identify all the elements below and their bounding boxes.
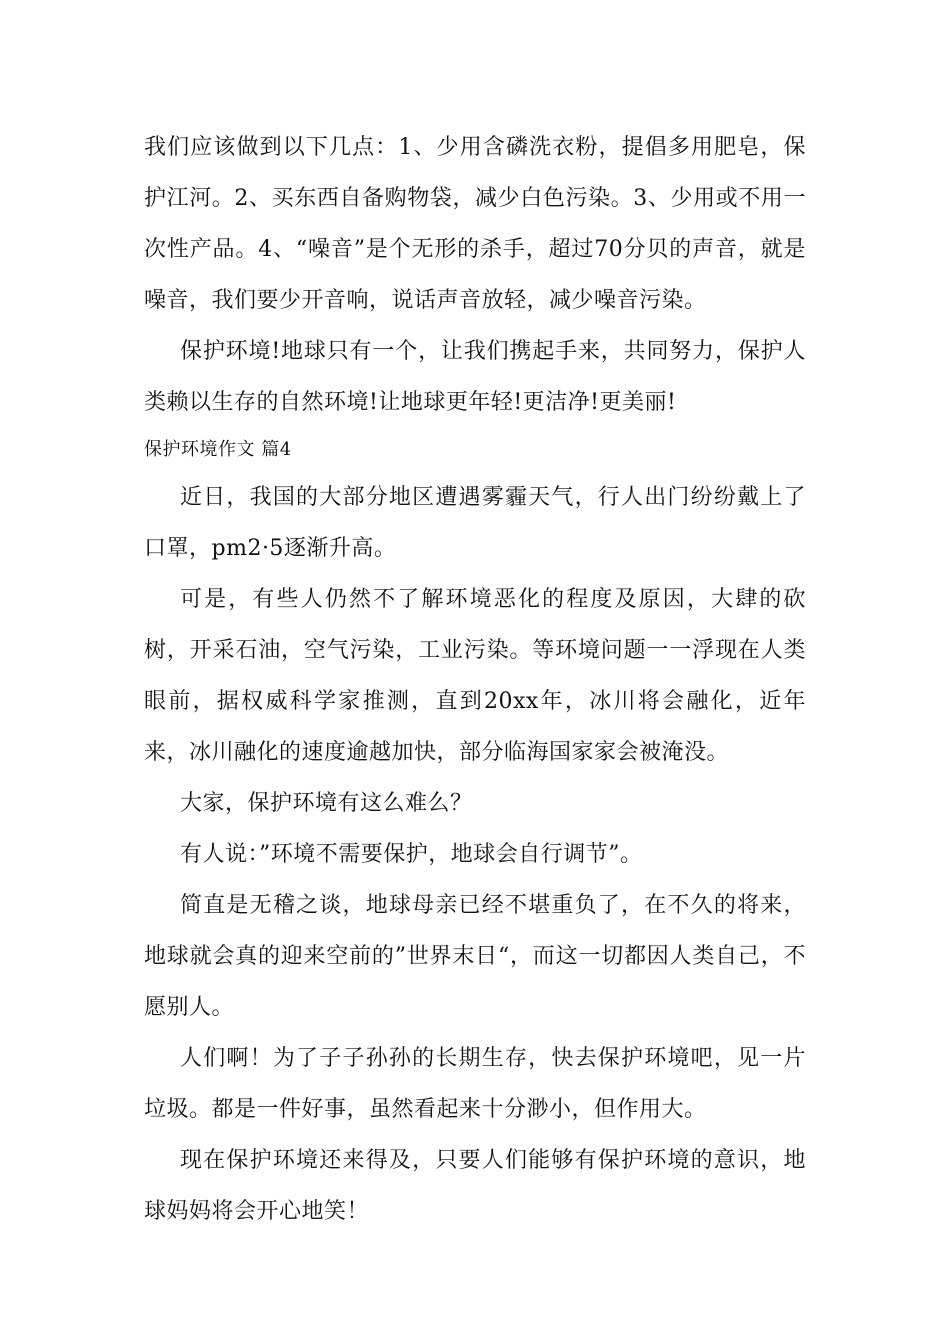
document-body — [144, 122, 806, 1237]
paragraph-9: 现在保护环境还来得及，只要人们能够有保护环境的意识，地球妈妈将会开心地笑！ — [144, 1148, 806, 1224]
paragraph-6: 有人说：”环境不需要保护，地球会自行调节”。 — [180, 842, 643, 867]
paragraph-7: 简直是无稽之谈，地球母亲已经不堪重负了，在不久的将来，地球就会真的迎来空前的”世界末日“，而这一切都因人类自己，不愿别人。 — [144, 893, 806, 1020]
paragraph-1: 我们应该做到以下几点：1、少用含磷洗衣粉，提倡多用肥皂，保护江河。2、买东西自备购物袋，减少白色污染。3、少用或不用一次性产品。4、“噪音”是个无形的杀手，超过70分贝的声音，就是噪音，我们要少开音响，说话声音放轻，减少噪音污染。 — [144, 135, 806, 313]
paragraph-2: 保护环境!地球只有一个，让我们携起手来，共同努力，保护人类赖以生存的自然环境!让地球更年轻!更洁净!更美丽! — [144, 339, 806, 415]
paragraph-4: 可是，有些人仍然不了解环境恶化的程度及原因，大肆的砍树，开采石油，空气污染，工业污染。等环境问题一一浮现在人类眼前，据权威科学家推测，直到20xx年，冰川将会融化，近年来，冰川融化的速度逾越加快，部分临海国家家会被淹没。 — [144, 587, 806, 765]
paragraph-8: 人们啊！为了子子孙孙的长期生存，快去保护环境吧，见一片垃圾。都是一件好事，虽然看起来十分渺小，但作用大。 — [144, 1046, 806, 1122]
paragraph-5: 大家，保护环境有这么难么？ — [180, 791, 473, 816]
paragraph-3: 近日，我国的大部分地区遭遇雾霾天气，行人出门纷纷戴上了口罩，pm2·5逐渐升高。 — [144, 485, 806, 561]
section-heading: 保护环境作文 篇4 — [144, 439, 292, 460]
